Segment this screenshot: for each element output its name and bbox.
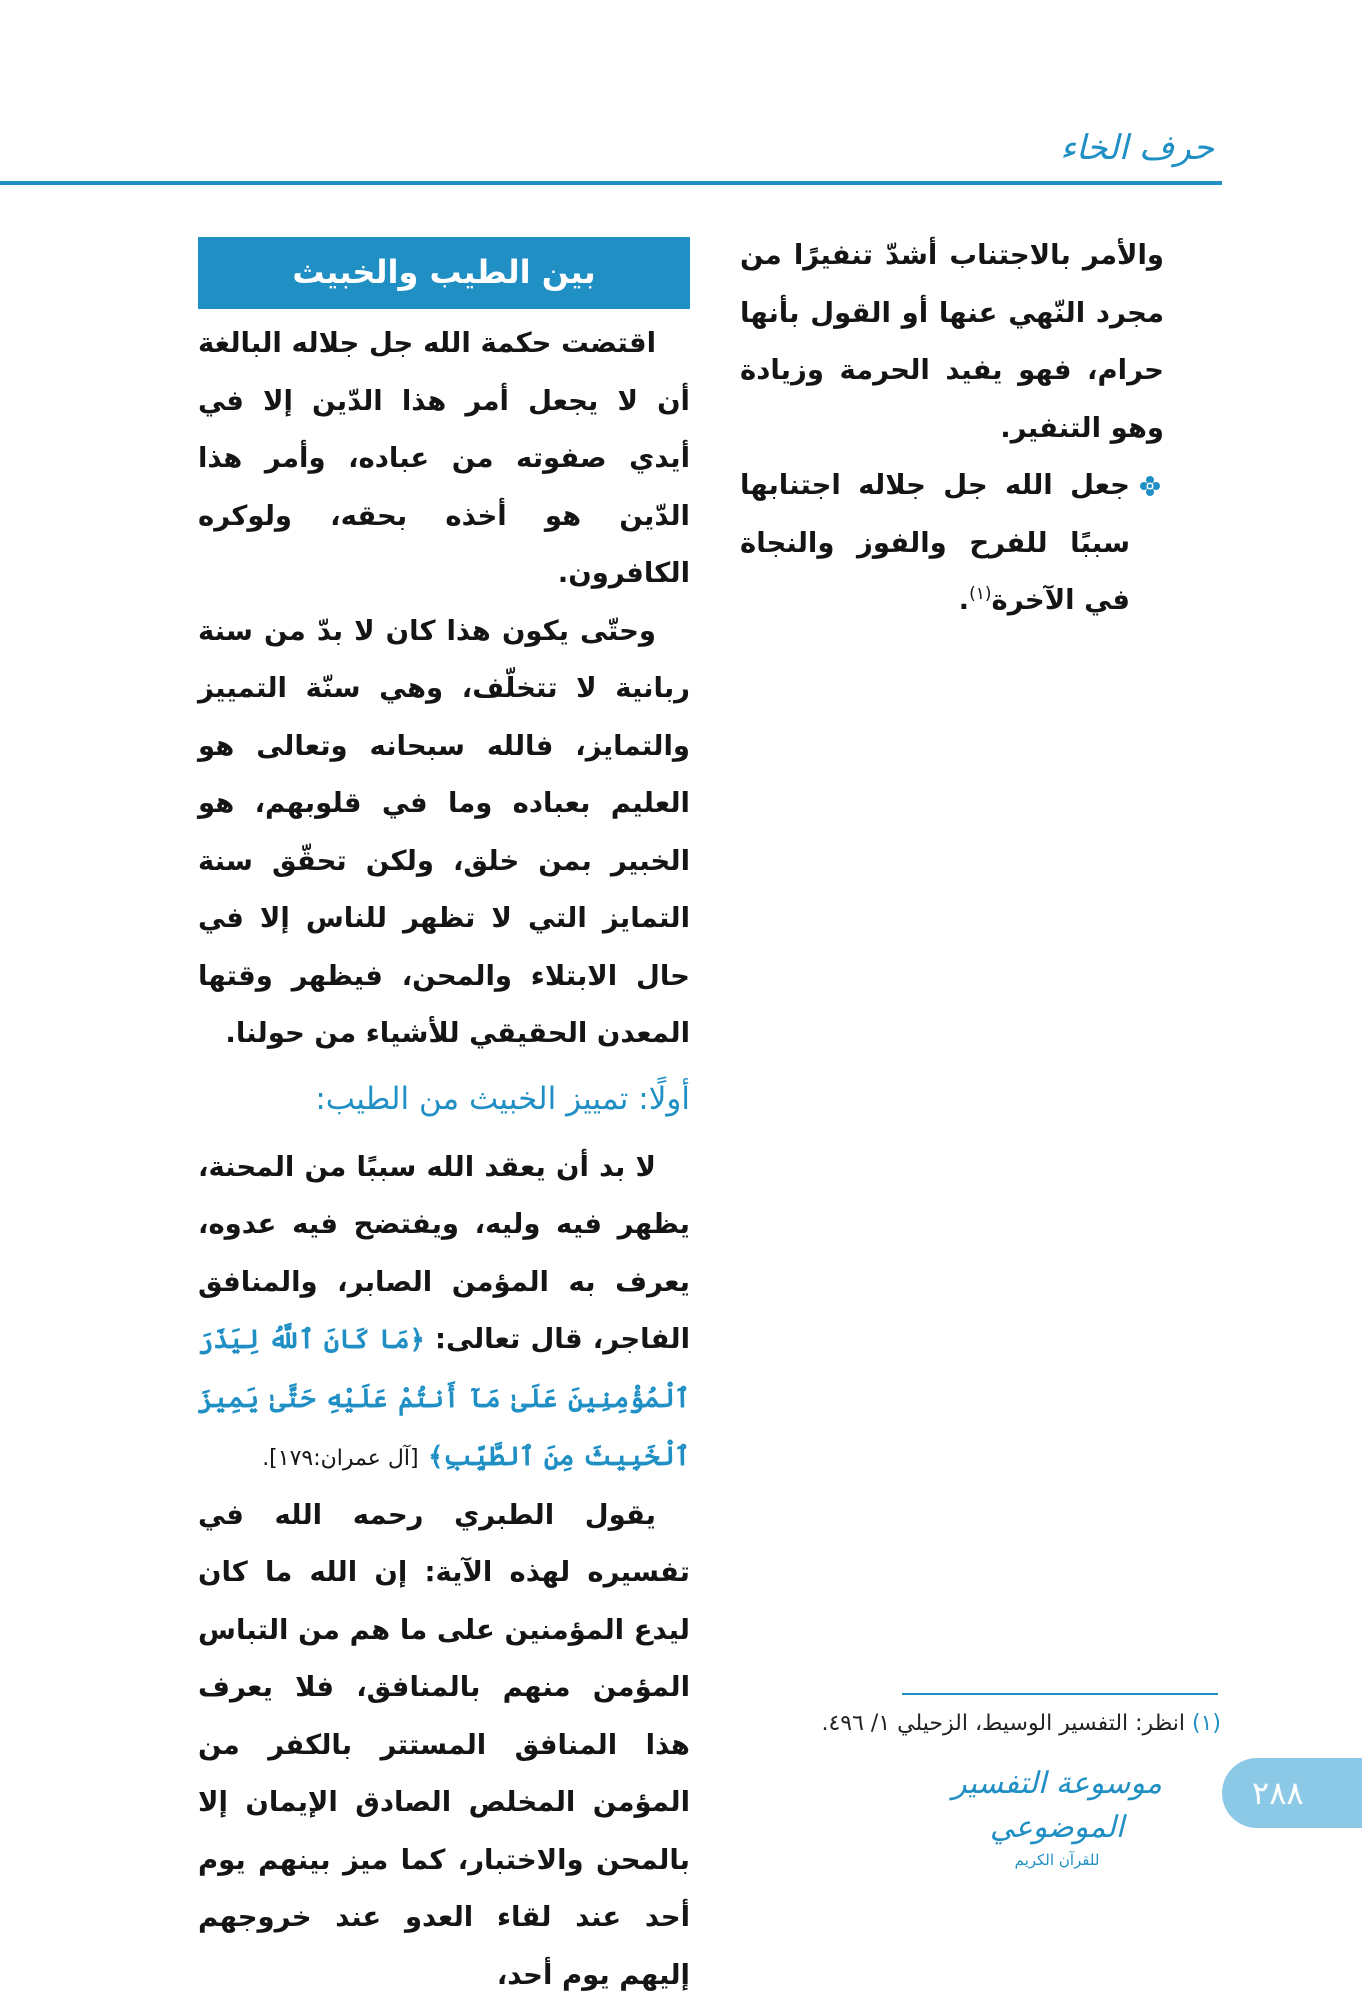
- footnote-marker[interactable]: (١): [969, 584, 991, 604]
- paragraph-2: وحتّى يكون هذا كان لا بدّ من سنة ربانية لا تتخلّف، وهي سنّة التمييز والتمايز، فالله سبحانه وتعالى هو العليم بعباده وما في قلوبهم، هو الخبير بمن خلق، ولكن تحقّق سنة التمايز التي لا تظهر للناس إلا في حال الابتلاء والمحن، فيظهر وقتها المعدن الحقيقي للأشياء من حولنا.: [198, 603, 690, 1063]
- logo-main-text: موسوعة التفسير الموضوعي: [928, 1762, 1186, 1850]
- page-number-tab: [1222, 1758, 1362, 1828]
- encyclopedia-logo: [928, 1762, 1186, 1840]
- paragraph-3-text: لا بد أن يعقد الله سببًا من المحنة، يظهر فيه وليه، ويفتضح فيه عدوه، يعرف به المؤمن الصابر، والمنافق الفاجر، قال تعالى:: [198, 1151, 690, 1356]
- bullet-item: [740, 457, 1164, 630]
- paragraph-4: يقول الطبري رحمه الله في تفسيره لهذه الآية: إن الله ما كان ليدع المؤمنين على ما هم من التباس المؤمن منهم بالمنافق، فلا يعرف هذا المنافق المستتر بالكفر من المؤمن المخلص الصادق الإيمان إلا بالمحن والاختبار، كما ميز بينهم يوم أحد عند لقاء العدو عند خروجهم إليهم يوم أحد،: [198, 1487, 690, 2004]
- footnote: [681, 1707, 1221, 1741]
- section-title-box: [198, 237, 690, 309]
- bullet-text-wrap: [740, 457, 1130, 630]
- logo-sub-text: للقرآن الكريم: [928, 1850, 1186, 1870]
- flower-bullet-icon: [1136, 475, 1164, 497]
- section-title: بين الطيب والخبيث: [292, 244, 595, 302]
- footnote-number: (١): [1192, 1711, 1221, 1736]
- paragraph-3: [198, 1139, 690, 1487]
- quran-verse: ﴿مَا كَانَ ٱللَّهُ لِيَذَرَ ٱلْمُؤْمِنِينَ عَلَىٰ مَآ أَنتُمْ عَلَيْهِ حَتَّىٰ يَمِيزَ ٱلْخَبِيثَ مِنَ ٱلطَّيِّبِ﴾: [198, 1325, 690, 1472]
- subheading: أولًا: تمييز الخبيث من الطيب:: [198, 1067, 690, 1131]
- bullet-text: جعل الله جل جلاله اجتنابها سببًا للفرح والفوز والنجاة في الآخرة: [740, 469, 1130, 616]
- header-rule: [0, 181, 1222, 185]
- right-column: [740, 227, 1164, 630]
- footnote-rule: [902, 1693, 1218, 1695]
- intro-paragraph: والأمر بالاجتناب أشدّ تنفيرًا من مجرد النّهي عنها أو القول بأنها حرام، فهو يفيد الحرمة وزيادة وهو التنفير.: [740, 227, 1164, 457]
- paragraph-1: اقتضت حكمة الله جل جلاله البالغة أن لا يجعل أمر هذا الدّين إلا في أيدي صفوته من عباده، وأمر هذا الدّين هو أخذه بحقه، ولوكره الكافرون.: [198, 315, 690, 603]
- left-column: [198, 237, 690, 2004]
- footnote-text: انظر: التفسير الوسيط، الزحيلي ١/ ٤٩٦.: [821, 1711, 1185, 1736]
- page-number: ٢٨٨: [1252, 1774, 1304, 1812]
- verse-reference: [آل عمران:١٧٩].: [262, 1446, 418, 1471]
- chapter-title: حرف الخاء: [1060, 128, 1214, 168]
- bullet-end: .: [959, 584, 969, 616]
